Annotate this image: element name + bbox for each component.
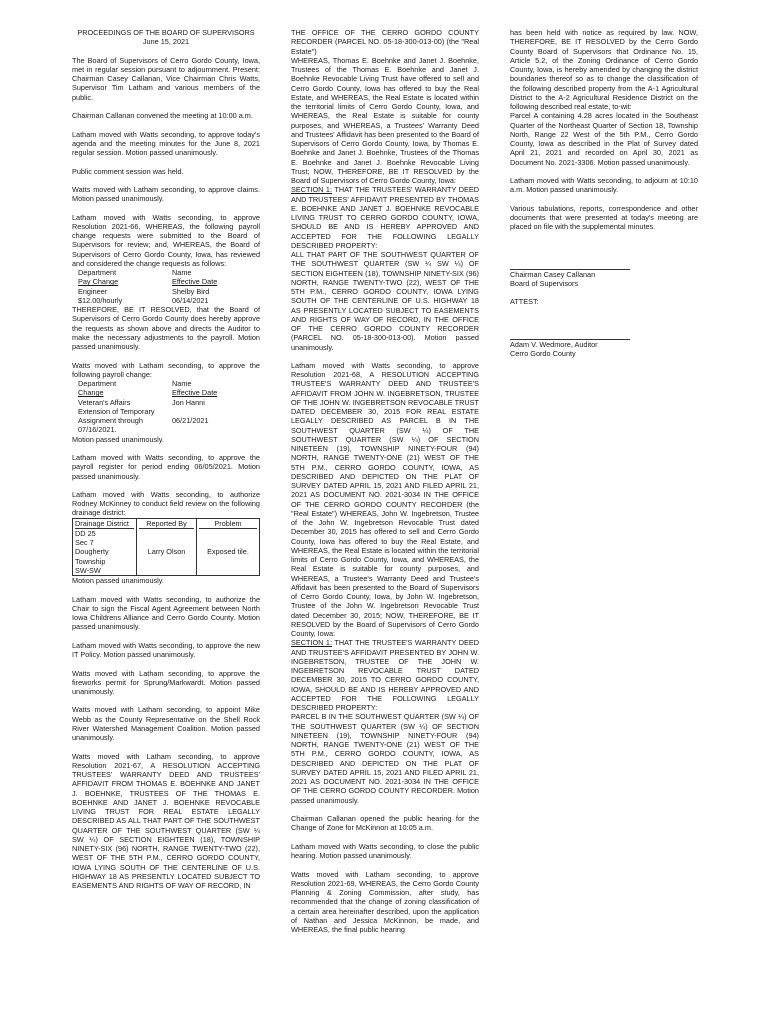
- paragraph: THE OFFICE OF THE CERRO GORDO COUNTY RECORDER (PARCEL NO. 05-18-300-013-00) (the "Real Estate"): [291, 28, 479, 56]
- section-label: SECTION 1:: [291, 185, 333, 195]
- section-label: SECTION 1:: [291, 638, 333, 648]
- payroll-change-table: [72, 268, 260, 305]
- paragraph: WHEREAS, Thomas E. Boehnke and Janet J. Boehnke, Trustees of the Thomas E. Boehnke and Janet J. Boehnke Revocable Living Trust have offered to sell and Cerro Gordo County, Iowa has offered to buy the Real Estate, and WHEREAS, the Real Estate is located within the territorial limits of Cerro Gordo County, Iowa, and WHEREAS, the Real Estate is suitable for county purposes, and WHEREAS, a Trustees' Warranty Deed and Trustees' Affidavit has been presented to the Board of Supervisors of Cerro Gordo County, Iowa, by Thomas E. Boehnke and Janet J. Boehnke, Trustees of the Thomas E. Boehnke and Janet J. Boehnke Revocable Living Trust; NOW, THEREFORE, BE IT RESOLVED by the Board of Supervisors of Cerro Gordo County, Iowa:: [291, 55, 479, 185]
- table-cell: 07/16/2021.: [78, 425, 117, 435]
- table-cell: SW-SW: [75, 565, 101, 575]
- column-2: [291, 28, 479, 934]
- paragraph: [291, 185, 479, 250]
- table-cell: $12.00/hourly: [78, 295, 123, 305]
- paragraph: Motion passed unanimously.: [72, 434, 164, 444]
- signer-title: Board of Supervisors: [510, 278, 579, 288]
- table-cell: Jon Hanni: [172, 397, 205, 407]
- paragraph: has been held with notice as required by law. NOW, THEREFORE, BE IT RESOLVED by the Cerro Gordo County Board of Supervisors that Ordinance No. 15, Article 5.2, of the Zoning Ordinance of Cerro Gordo County, Iowa, is hereby amended by changing the district boundaries thereof so as to change the classification of the following described property from the A-1 Agricultural District to the A-2 Agricultural Residence District on the following described real estate, to-wit:: [510, 28, 698, 111]
- paragraph: Latham moved with Watts seconding, to approve today's agenda and the meeting minutes for the June 8, 2021 regular session. Motion passed unanimously.: [72, 129, 260, 158]
- paragraph: Latham moved with Watts seconding, to approve the payroll register for period ending 06/05/2021. Motion passed unanimously.: [72, 453, 260, 481]
- drainage-column-problem: [197, 519, 259, 576]
- paragraph: The Board of Supervisors of Cerro Gordo County, Iowa, met in regular session pursuant to adjournment. Present: Chairman Casey Callanan, Vice Chairman Chris Watts, Supervisor Tim Latham and various members of the public.: [72, 55, 260, 102]
- table-cell: [172, 425, 266, 434]
- paragraph: Watts moved with Latham seconding, to appoint Mike Webb as the County Representative on the Shell Rock River Watershed Management Coalition. Motion passed unanimously.: [72, 705, 260, 743]
- section-text: THAT THE TRUSTEE'S WARRANTY DEED AND TRUSTEE'S AFFIDAVIT PRESENTED BY JOHN W. INGEBRETSON, TRUSTEE OF THE JOHN W. INGEBRETSON REVOCABLE TRUST DATED DECEMBER 30, 2015 TO CERRO GORDO COUNTY, IOWA, SHOULD BE AND IS HEREBY APPROVED AND ACCEPTED FOR THE FOLLOWING LEGALLY DESCRIBED PROPERTY:: [291, 638, 479, 713]
- paragraph: Watts moved with Latham seconding, to approve Resolution 2021-67, A RESOLUTION ACCEPTING TRUSTEES' WARRANTY DEED AND TRUSTEES' AFFIDAVIT FROM THOMAS E. BOEHNKE AND JANET J. BOEHNKE, TRUSTEES OF THE THOMAS E. BOEHNKE AND JANET J. BOEHNKE REVOCABLE LIVING TRUST FOR REAL ESTATE LEGALLY DESCRIBED AS ALL THAT PART OF THE SOUTHWEST QUARTER OF THE SOUTHWEST QUARTER (SW ¼ SW ¼) OF SECTION EIGHTEEN (18), TOWNSHIP NINETY-SIX (96) NORTH, RANGE TWENTY-TWO (22), WEST OF THE 5TH P.M., CERRO GORDO COUNTY, IOWA LYING SOUTH OF THE CENTERLINE OF U.S. HIGHWAY 18 AS PRESENTLY LOCATED SUBJECT TO EASEMENTS AND RIGHTS OF WAY OF RECORD, IN: [72, 751, 260, 891]
- paragraph: Motion passed unanimously.: [72, 576, 164, 586]
- paragraph: Latham moved with Watts seconding, to authorize Rodney McKinney to conduct field review on the following drainage district:: [72, 489, 260, 518]
- paragraph: Watts moved with Latham seconding, to approve the following payroll change:: [72, 360, 260, 379]
- paragraph: [291, 638, 479, 712]
- table-cell: Department: [78, 379, 117, 389]
- column-3: [510, 28, 698, 358]
- attest-label: ATTEST:: [510, 297, 539, 307]
- paragraph: Various tabulations, reports, correspondence and other documents that were presented at today's meeting are placed on file with the supplemental minutes.: [510, 203, 698, 232]
- signer-name: Chairman Casey Callanan: [510, 269, 596, 279]
- paragraph: Watts moved with Latham seconding, to approve the fireworks permit for Sprung/Markwardt. Motion passed unanimously.: [72, 668, 260, 696]
- table-cell: 06/14/2021: [172, 295, 209, 305]
- drainage-column-district: [73, 519, 137, 576]
- paragraph: Latham moved with Watts seconding, to approve Resolution 2021-66, WHEREAS, the following payroll change requests were submitted to the Board of Supervisors for review; and, WHEREAS, the Board of Supervisors of Cerro Gordo County, Iowa, has reviewed and considered the change requests as follows:: [72, 212, 260, 268]
- table-cell: Name: [172, 268, 192, 278]
- table-cell: Change: [78, 388, 104, 398]
- table-cell: Shelby Bird: [172, 286, 210, 296]
- table-header: Reported By: [139, 519, 194, 529]
- table-cell: Assignment through: [78, 416, 143, 426]
- meeting-date: June 15, 2021: [142, 37, 190, 47]
- drainage-table: [72, 518, 260, 577]
- table-cell: DD 25: [75, 528, 96, 538]
- table-cell: Larry Olson: [147, 547, 186, 557]
- table-cell: 06/21/2021: [172, 416, 209, 426]
- table-cell: Veteran's Affairs: [78, 397, 131, 407]
- paragraph: Latham moved with Watts seconding, to authorize the Chair to sign the Fiscal Agent Agreement between North Iowa Childrens Alliance and Cerro Gordo County. Motion passed unanimously.: [72, 594, 260, 632]
- paragraph: Chairman Callanan opened the public hearing for the Change of Zone for McKinnon at 10:05 a.m.: [291, 814, 479, 833]
- paragraph: Watts moved with Latham seconding, to approve claims. Motion passed unanimously.: [72, 184, 260, 204]
- paragraph: PARCEL B IN THE SOUTHWEST QUARTER (SW ¼) OF THE SOUTHWEST QUARTER (SW ¼) OF SECTION NINETEEN (19), TOWNSHIP NINETY-FOUR (94) NORTH, RANGE TWENTY-ONE (21) WEST OF THE 5TH P.M., CERRO GORDO COUNTY, IOWA, AS DESCRIBED AND DEPICTED ON THE PLAT OF SURVEY DATED APRIL 15, 2021 AND FILED APRIL 21, 2021 AS DOCUMENT NO. 2021-3034 IN THE OFFICE OF THE CERRO GORDO COUNTY RECORDER. Motion passed unanimously.: [291, 712, 479, 805]
- table-cell: Extension of Temporary: [78, 406, 155, 416]
- paragraph: ALL THAT PART OF THE SOUTHWEST QUARTER OF THE SOUTHWEST QUARTER (SW ¼ SW ¼) OF SECTION EIGHTEEN (18), TOWNSHIP NINETY-SIX (96) NORTH, RANGE TWENTY-TWO (22), WEST OF THE 5TH P.M., CERRO GORDO COUNTY, IOWA LYING SOUTH OF THE CENTERLINE OF U.S. HIGHWAY 18 AS PRESENTLY LOCATED SUBJECT TO EASEMENTS AND RIGHTS OF WAY OF RECORD, IN THE OFFICE OF THE CERRO GORDO COUNTY RECORDER (PARCEL NO. 05-18-300-013-00). Motion passed unanimously.: [291, 250, 479, 352]
- paragraph: THEREFORE, BE IT RESOLVED, that the Board of Supervisors of Cerro Gordo County does hereby approve the requests as shown above and directs the Auditor to make the necessary adjustments to the payroll. Motion passed unanimously.: [72, 305, 260, 352]
- document-title: PROCEEDINGS OF THE BOARD OF SUPERVISORS: [77, 28, 255, 37]
- payroll-change-table-2: [72, 379, 260, 435]
- table-cell: Exposed tile.: [207, 547, 249, 557]
- table-cell: Effective Date: [172, 277, 218, 287]
- signer-name: Adam V. Wedmore, Auditor: [510, 339, 598, 349]
- paragraph: Chairman Callanan convened the meeting at 10:00 a.m.: [72, 111, 253, 121]
- table-cell: Department: [78, 268, 117, 278]
- signer-title: Cerro Gordo County: [510, 348, 576, 358]
- paragraph: Watts moved with Latham seconding, to approve Resolution 2021-69, WHEREAS, the Cerro Gordo County Planning & Zoning Commission, after study, has recommended that the change of zoning classification of a certain area hereinafter described, upon the application of Nathan and Jessica McKinnon, be made, and WHEREAS, the final public hearing: [291, 869, 479, 934]
- table-cell: Dougherty: [75, 547, 109, 557]
- paragraph: Latham moved with Watts seconding, to approve Resolution 2021-68, A RESOLUTION ACCEPTING TRUSTEE'S WARRANTY DEED AND TRUSTEE'S AFFIDAVIT FROM JOHN W. INGEBRETSON, TRUSTEE OF THE JOHN W. INGEBRETSON REVOCABLE TRUST DATED DECEMBER 30, 2015 FOR REAL ESTATE LEGALLY DESCRIBED AS PARCEL B IN THE SOUTHWEST QUARTER (SW ¼) OF THE SOUTHWEST QUARTER (SW ¼) OF SECTION NINETEEN (19), TOWNSHIP NINETY-FOUR (94) NORTH, RANGE TWENTY-ONE (21) WEST OF THE 5TH P.M., CERRO GORDO COUNTY, IOWA, AS DESCRIBED AND DEPICTED ON THE PLAT OF SURVEY DATED APRIL 15, 2021 AND FILED APRIL 21, 2021 AS DOCUMENT NO. 2021-3034 IN THE OFFICE OF THE CERRO GORDO COUNTY RECORDER (the "Real Estate") WHEREAS, John W. Ingebretson, Trustee of the John W. Ingebretson Revocable Trust dated December 30, 2015 has offered to sell and Cerro Gordo County, Iowa has offered to buy the Real Estate, and WHEREAS, the Real Estate is located within the territorial limits of Cerro Gordo County, Iowa, and WHEREAS, the Real Estate is suitable for county purposes, and WHEREAS, a Trustee's Warranty Deed and Trustee's Affidavit has been presented to the Board of Supervisors of Cerro Gordo County, Iowa, by John W. Ingebretson, Trustee of the John W. Ingebretson Revocable Trust dated December 30, 2015; NOW, THEREFORE, BE IT RESOLVED by the Board of Supervisors of Cerro Gordo County, Iowa:: [291, 360, 479, 639]
- section-text: THAT THE TRUSTEES' WARRANTY DEED AND TRUSTEES' AFFIDAVIT PRESENTED BY THOMAS E. BOEHNKE AND JANET J. BOEHNKE REVOCABLE LIVING TRUST TO CERRO GORDO COUNTY, IOWA, SHOULD BE AND IS HEREBY APPROVED AND ACCEPTED FOR THE FOLLOWING LEGALLY DESCRIBED PROPERTY:: [291, 185, 479, 250]
- column-1: [72, 28, 260, 890]
- table-cell: Effective Date: [172, 388, 218, 398]
- table-cell: Sec 7: [75, 538, 94, 548]
- table-cell: Township: [75, 556, 106, 566]
- paragraph: Latham moved with Watts seconding, to adjourn at 10:10 a.m. Motion passed unanimously.: [510, 175, 698, 195]
- table-cell: Engineer: [78, 286, 108, 296]
- table-cell: Name: [172, 379, 192, 389]
- paragraph: Parcel A containing 4.28 acres located in the Southeast Quarter of the Northeast Quarter of Section 18, Township North, Range 22 West of the 5th P.M., Cerro Gordo County, Iowa as described in the Plat of Survey dated April 21, 2021 and recorded on April 30, 2021 as Document No. 2021-3306. Motion passed unanimously.: [510, 111, 698, 167]
- table-cell: [172, 407, 266, 416]
- paragraph: Latham moved with Watts seconding, to close the public hearing. Motion passed unanimously.: [291, 841, 479, 861]
- table-header: Drainage District: [75, 519, 134, 529]
- paragraph: Public comment session was held.: [72, 166, 184, 176]
- paragraph: Latham moved with Watts seconding, to approve the new IT Policy. Motion passed unanimously.: [72, 640, 260, 660]
- table-header: Problem: [199, 519, 257, 529]
- drainage-column-reporter: [137, 519, 197, 576]
- table-cell: Pay Change: [78, 277, 119, 287]
